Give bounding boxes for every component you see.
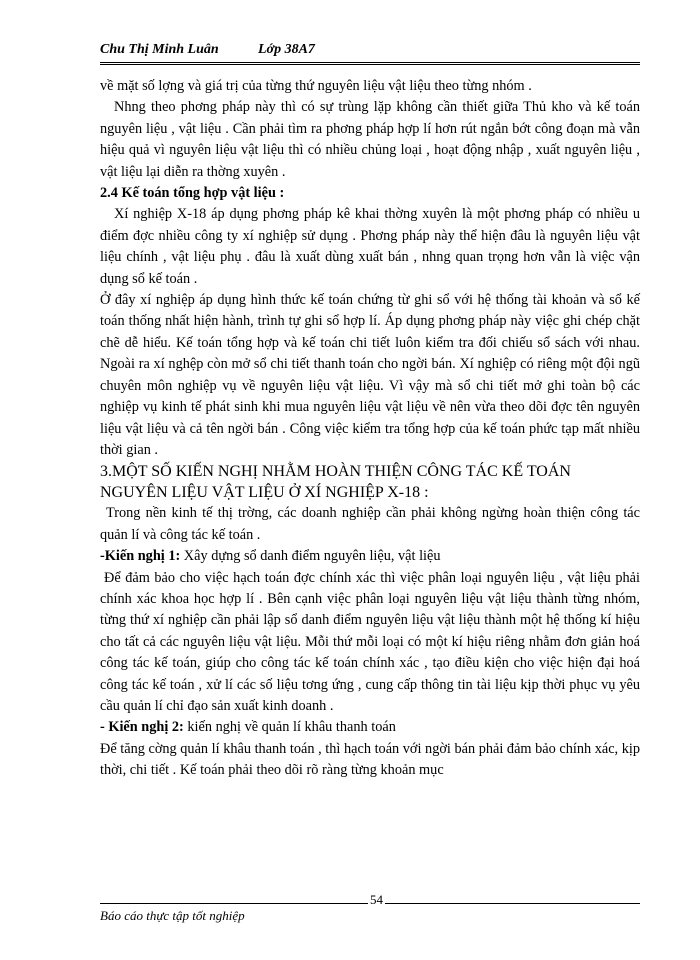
paragraph: Để tăng cờng quản lí khâu thanh toán , thì hạch toán với ngời bán phải đảm bảo chính xác, kịp thời, chi tiết . Kế toán phải theo dõi rõ ràng từng khoản mục (100, 740, 640, 779)
page-number: 54 (370, 892, 383, 907)
paragraph: Xí nghiệp X-18 áp dụng phơng pháp kê khai thờng xuyên là một phơng pháp có nhiều u điểm đợc nhiều công ty xí nghiệp sử dụng . Phơng pháp này thể hiện đâu là nguyên liệu vật liệu chính , vật liệu phụ . đâu là xuất dùng xuất bán , nhng quan trọng hơn vẫn là việc vận dụng sổ kế toán . (100, 206, 640, 287)
paragraph: về mặt số lợng và giá trị của từng thứ nguyên liệu vật liệu theo từng nhóm . (100, 78, 532, 94)
header-author-name: Chu Thị Minh Luân (100, 42, 219, 57)
header-class: Lớp 38A7 (258, 42, 315, 57)
recommendation-1-label: -Kiến nghị 1: (100, 548, 181, 565)
document-body (100, 76, 640, 782)
recommendation-1 (100, 546, 640, 567)
section-heading-2-4: 2.4 Kế toán tổng hợp vật liệu : (100, 185, 285, 202)
recommendation-1-title: Xây dựng sổ danh điểm nguyên liệu, vật liệu (180, 548, 441, 565)
paragraph: Để đảm bảo cho việc hạch toán đợc chính xác thì việc phân loại nguyên liệu , vật liệu phải chính xác khoa học hợp lí . Bên cạnh việc phân loại nguyên liệu vật liệu thành từng nhóm, từng thứ xí nghiệp cần phải lập sổ danh điểm nguyên liệu vật liệu thành một hệ thống kí hiệu cho tất cả các nguyên liệu vật liệu. Mỗi thứ mỗi loại có một kí hiệu riêng nhằm đơn giản hoá công tác kế toán, giúp cho công tác kế toán chính xác , tạo điều kiện cho việc hiện đại hoá công tác kế toán , xử lí các số liệu tơng ứng , cung cấp thông tin tài liệu kịp thời phục vụ yêu cầu quản lí chỉ đạo sản xuất kinh doanh . (100, 569, 640, 714)
recommendation-2-label: - Kiến nghị 2: (100, 719, 184, 736)
paragraph: Nhng theo phơng pháp này thì có sự trùng lặp không cần thiết giữa Thủ kho và kế toán nguyên liệu , vật liệu . Cần phải tìm ra phơng pháp hợp lí hơn rút ngắn bớt công đoạn mà vẫn hiệu quả vì nguyên liệu vật liệu thì có nhiều chủng loại , hoạt động nhập , xuất nguyên liệu , vật liệu lại diễn ra thờng xuyên . (100, 99, 640, 180)
paragraph: Ở đây xí nghiệp áp dụng hình thức kế toán chứng từ ghi sổ với hệ thống tài khoản và sổ kế toán thống nhất hiện hành, trình tự ghi sổ hợp lí. Áp dụng phơng pháp này việc ghi chép chặt chẽ dễ hiểu. Kế toán tổng hợp và kế toán chi tiết luôn kiểm tra đối chiếu sổ sách với nhau. Ngoài ra xí nghệp còn mở sổ chi tiết thanh toán cho ngời bán. Xí nghiệp có riêng một đội ngũ chuyên môn nghiệp vụ về nguyên liệu vật liệu. Vì vậy mà sổ chi tiết mở ghi toàn bộ các nghiệp vụ kinh tế phát sinh khi mua nguyên liệu vật liệu về nên vừa theo dõi đợc tên nguyên liệu vật liệu và cả tên ngời bán . Công việc kiểm tra tổng hợp của kế toán phức tạp mất nhiều thời gian . (100, 292, 640, 458)
paragraph: Trong nền kinh tế thị trờng, các doanh nghiệp cần phải không ngừng hoàn thiện công tác quản lí và công tác kế toán . (100, 505, 640, 543)
section-heading-3: 3.MỘT SỐ KIẾN NGHỊ NHẰM HOÀN THIỆN CÔNG TÁC KẾ TOÁN NGUYÊN LIỆU VẬT LIỆU Ở XÍ NGHIỆP X-18 : (100, 463, 571, 502)
footer-text: Báo cáo thực tập tốt nghiệp (100, 908, 245, 923)
page-header (100, 36, 640, 65)
recommendation-2 (100, 717, 640, 738)
page-footer (100, 892, 640, 923)
recommendation-2-title: kiến nghị về quản lí khâu thanh toán (183, 719, 396, 736)
